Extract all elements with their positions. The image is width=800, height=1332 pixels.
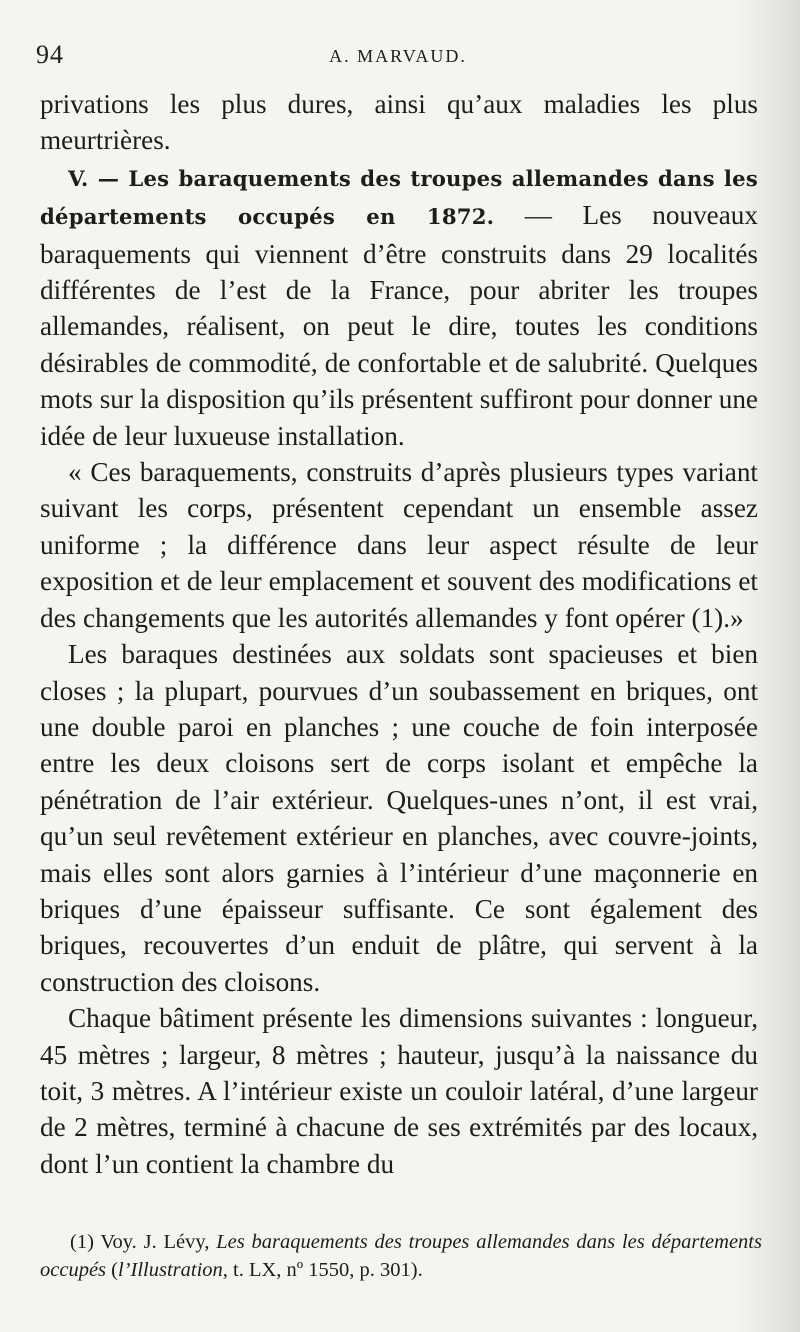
paragraph-quote: « Ces baraquements, construits d’après plusieurs types variant suivant les corps, présentent cependant un ensemble assez uniforme ; la différence dans leur aspect résulte de leur exposition et de leur emplacement et souvent des modifications et des changements que les autorités allemandes y font opérer (1).»	[40, 457, 758, 633]
footnote-rest: , t. LX, nº 1550, p. 301).	[222, 1259, 423, 1281]
paragraph-dimensions: Chaque bâtiment présente les dimensions suivantes : longueur, 45 mètres ; largeur, 8 mètres ; hauteur, jusqu’à la naissance du toit, 3 mètres. A l’intérieur existe un couloir latéral, d’une largeur de 2 mètres, terminé à chacune de ses extrémités par des locaux, dont l’un contient la chambre du	[40, 1003, 758, 1179]
footnote-marker: (1) Voy. J. Lévy,	[70, 1231, 217, 1253]
paragraph-section-v	[40, 159, 758, 454]
running-head: A. MARVAUD.	[329, 46, 467, 66]
page-header	[36, 40, 760, 74]
footnote-open: (	[106, 1259, 118, 1281]
footnote-source: l’Illustration	[117, 1259, 223, 1281]
paragraph-continuation: privations les plus dures, ainsi qu’aux maladies les plus meurtrières.	[40, 89, 758, 156]
section-heading: V. — Les baraquements des troupes allemandes dans les départements occupés en 1872.	[40, 165, 758, 230]
footnote	[40, 1228, 762, 1284]
footnote-title: Les baraquements des troupes allemandes dans les départements occupés	[40, 1231, 762, 1281]
paragraph-baraques: Les baraques destinées aux soldats sont spacieuses et bien closes ; la plupart, pourvues d’un soubassement en briques, ont une double paroi en planches ; une couche de foin interposée entre les deux cloisons sert de corps isolant et empêche la pénétration de l’air extérieur. Quelques-unes n’ont, il est vrai, qu’un seul revêtement extérieur en planches, avec couvre-joints, mais elles sont alors garnies à l’intérieur d’une maçonnerie en briques d’une épaisseur suffisante. Ce sont également des briques, recouvertes d’un enduit de plâtre, qui servent à la construction des cloisons.	[40, 639, 758, 997]
section-text: — Les nouveaux baraquements qui viennent d’être construits dans 29 localités différentes de l’est de la France, pour abriter les troupes allemandes, réalisent, on peut le dire, toutes les conditions désirables de commodité, de confortable et de salubrité. Quelques mots sur la disposition qu’ils présentent suffiront pour donner une idée de leur luxueuse installation.	[40, 200, 758, 451]
page-number: 94	[36, 40, 64, 69]
body-text	[40, 86, 758, 1182]
